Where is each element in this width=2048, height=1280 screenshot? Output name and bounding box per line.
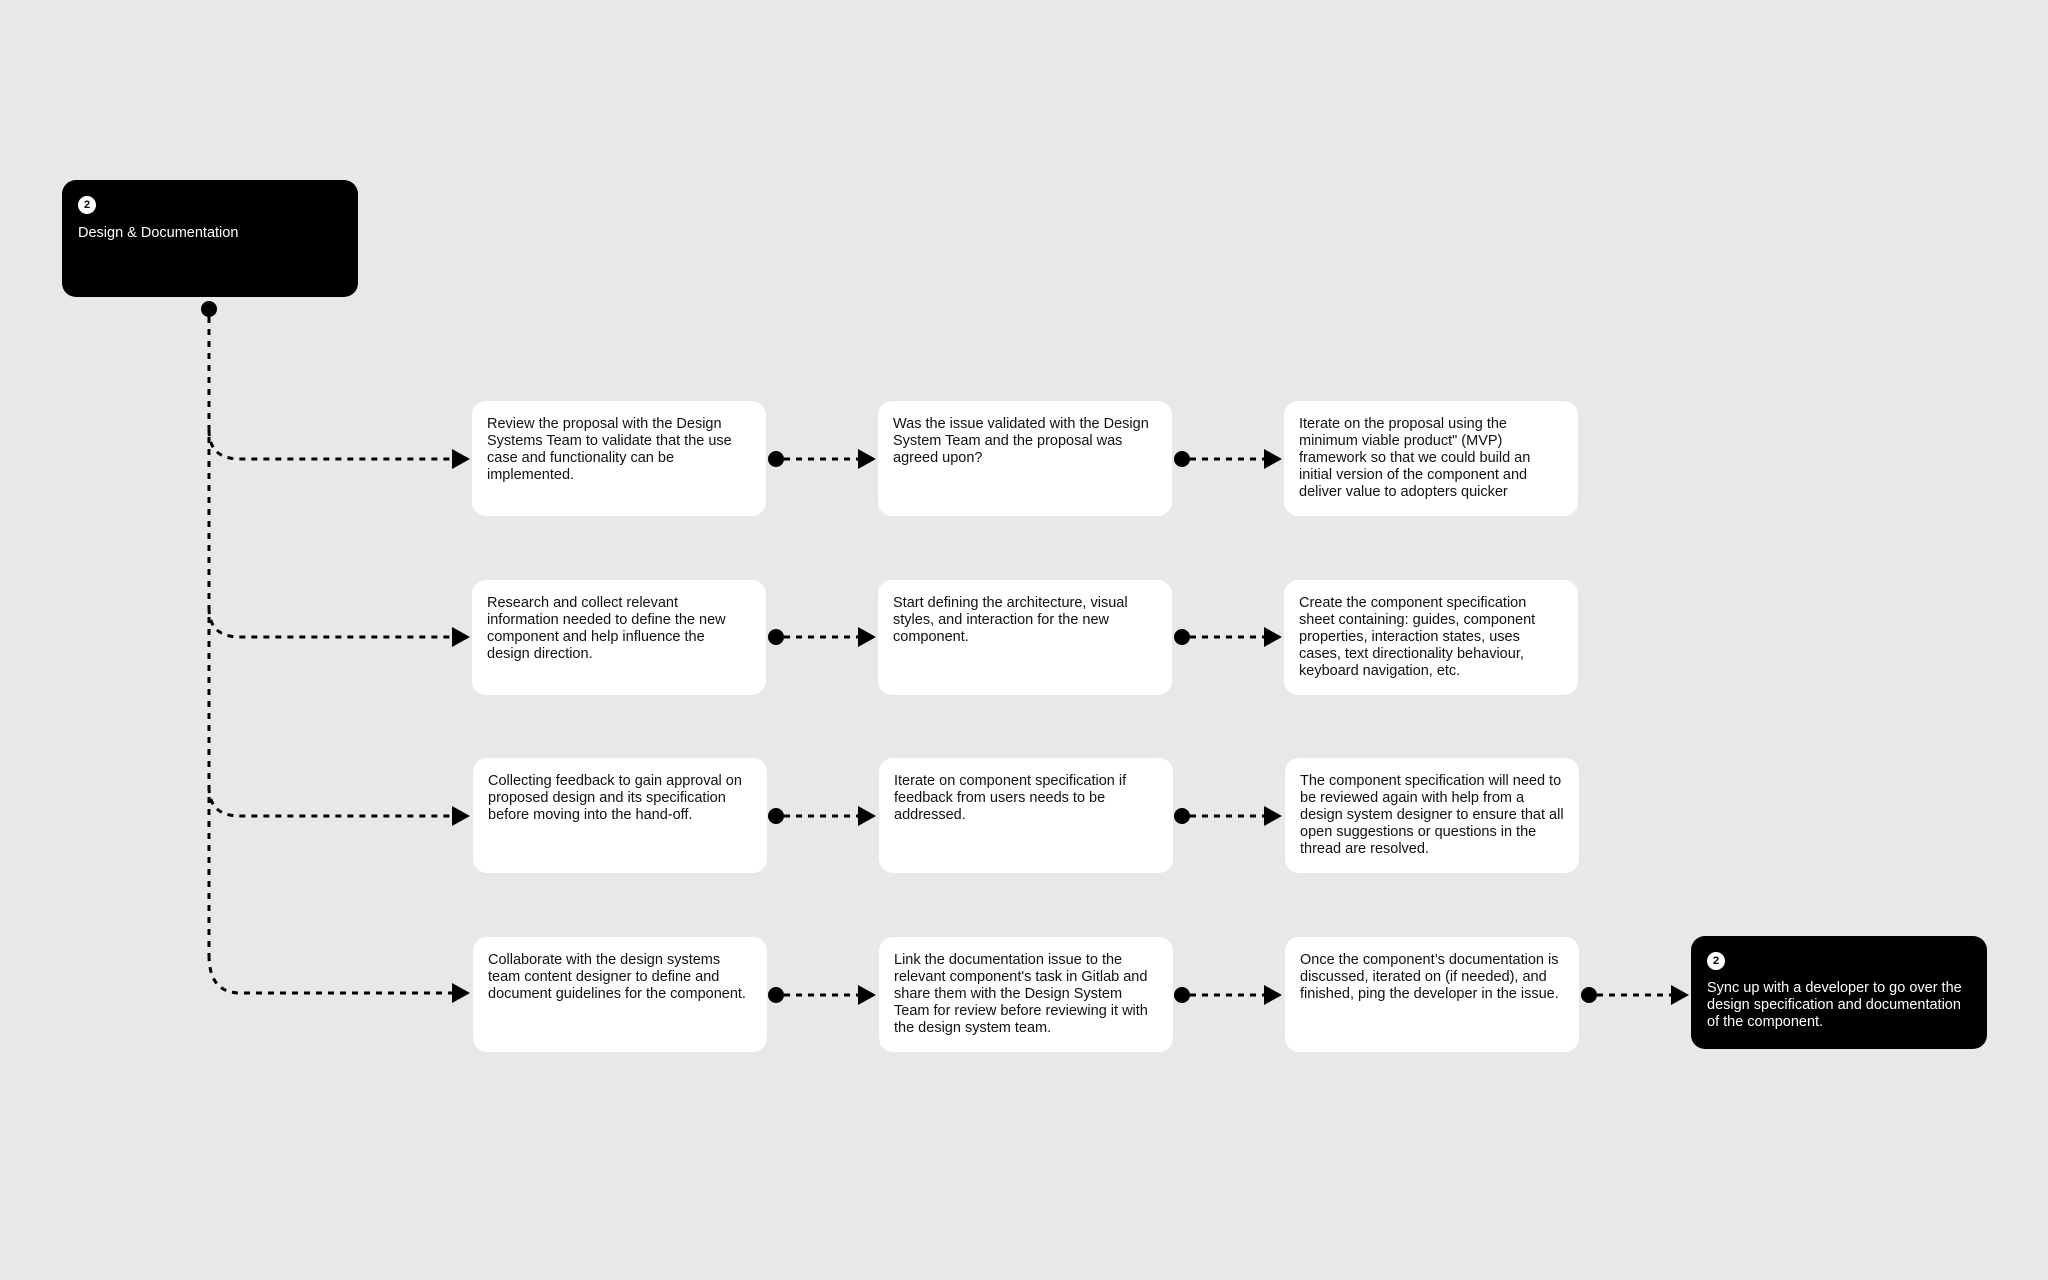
connector-arrow-r4-c2 [1264, 985, 1282, 1005]
connector-arrow-r4-c3 [1671, 985, 1689, 1005]
connector-dot-r2-c1 [768, 629, 784, 645]
final-node-developer-sync[interactable] [1691, 936, 1987, 1049]
step-card-r3-c3[interactable]: The component specification will need to be reviewed again with help from a design system designer to ensure that all open suggestions or questions in the thread are resolved. [1285, 758, 1579, 873]
step-number-badge: 2 [1707, 952, 1725, 970]
connector-arrow-r2-c2 [1264, 627, 1282, 647]
step-number-badge: 2 [78, 196, 96, 214]
connector-arrow-r4-c1 [858, 985, 876, 1005]
connector-arrow-r1-c2 [1264, 449, 1282, 469]
step-card-r2-c1[interactable]: Research and collect relevant information needed to define the new component and help influence the design direction. [472, 580, 766, 695]
connector-dot-r3-c1 [768, 808, 784, 824]
step-card-r1-c2[interactable]: Was the issue validated with the Design System Team and the proposal was agreed upon? [878, 401, 1172, 516]
connector-arrow-r2-c1 [858, 627, 876, 647]
connector-dot-r1-c2 [1174, 451, 1190, 467]
step-card-r2-c3[interactable]: Create the component specification sheet containing: guides, component properties, interaction states, uses cases, text directionality behaviour, keyboard navigation, etc. [1284, 580, 1578, 695]
connector-arrow-r1-c1 [858, 449, 876, 469]
branch-arrow-row-1 [452, 449, 470, 469]
branch-arrow-row-4 [452, 983, 470, 1003]
final-node-text: Sync up with a developer to go over the design specification and documentation of the component. [1707, 980, 1962, 1030]
connector-dot-r1-c1 [768, 451, 784, 467]
root-node-design-documentation[interactable] [62, 180, 358, 297]
root-node-title: Design & Documentation [78, 225, 239, 241]
step-card-r4-c3[interactable]: Once the component’s documentation is discussed, iterated on (if needed), and finished, ping the developer in the issue. [1285, 937, 1579, 1052]
step-card-r1-c3[interactable]: Iterate on the proposal using the minimum viable product" (MVP) framework so that we could build an initial version of the component and deliver value to adopters quicker [1284, 401, 1578, 516]
branch-arrow-row-3 [452, 806, 470, 826]
branch-arrow-row-2 [452, 627, 470, 647]
branch-row-4 [209, 955, 460, 993]
branch-row-1 [209, 430, 460, 459]
step-card-r3-c1[interactable]: Collecting feedback to gain approval on proposed design and its specification before moving into the hand-off. [473, 758, 767, 873]
connector-arrow-r3-c2 [1264, 806, 1282, 826]
step-card-r1-c1[interactable]: Review the proposal with the Design Systems Team to validate that the use case and functionality can be implemented. [472, 401, 766, 516]
connector-arrow-r3-c1 [858, 806, 876, 826]
connector-dot-r4-c3 [1581, 987, 1597, 1003]
step-card-r4-c2[interactable]: Link the documentation issue to the relevant component's task in Gitlab and share them with the Design System Team for review before reviewing it with the design system team. [879, 937, 1173, 1052]
trunk-start-dot [201, 301, 217, 317]
step-card-r3-c2[interactable]: Iterate on component specification if feedback from users needs to be addressed. [879, 758, 1173, 873]
branch-row-2 [209, 608, 460, 637]
connector-dot-r3-c2 [1174, 808, 1190, 824]
step-card-r2-c2[interactable]: Start defining the architecture, visual styles, and interaction for the new component. [878, 580, 1172, 695]
connector-dot-r2-c2 [1174, 629, 1190, 645]
branch-row-3 [209, 787, 460, 816]
step-card-r4-c1[interactable]: Collaborate with the design systems team content designer to define and document guidelines for the component. [473, 937, 767, 1052]
connector-dot-r4-c2 [1174, 987, 1190, 1003]
connector-dot-r4-c1 [768, 987, 784, 1003]
